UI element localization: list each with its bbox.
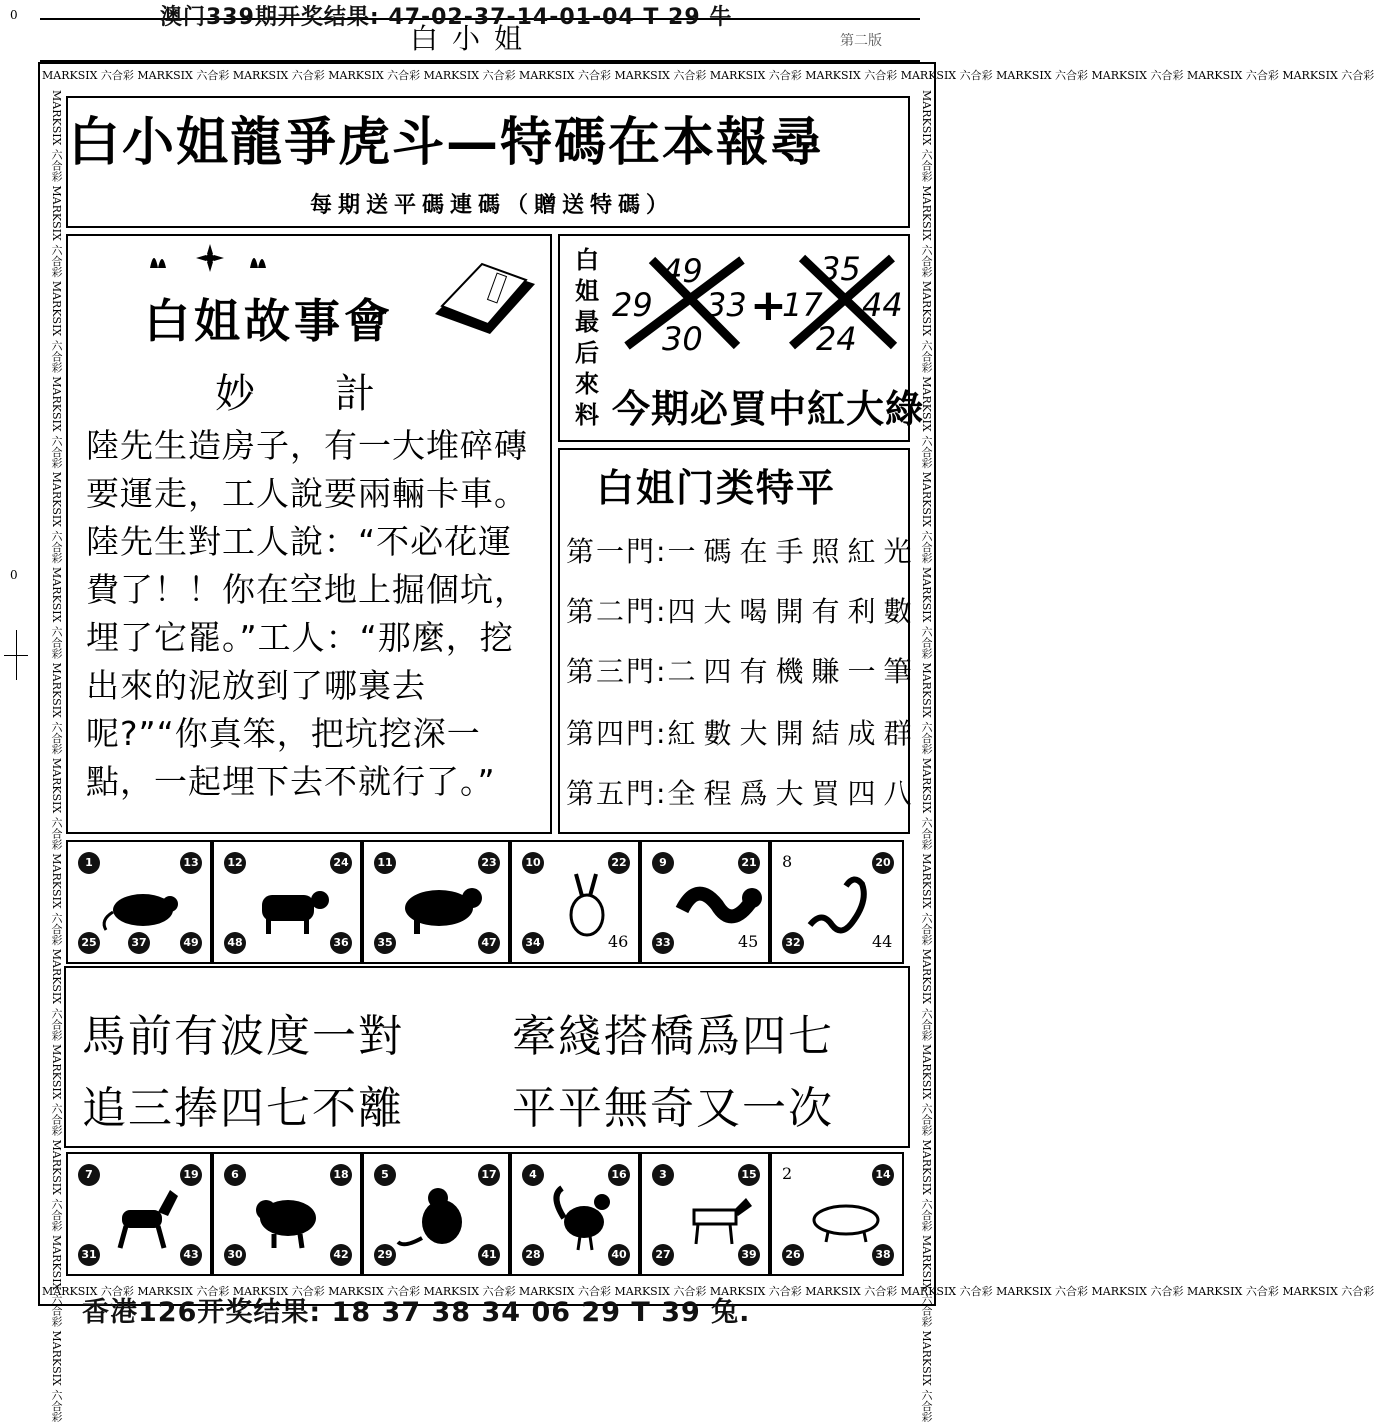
story-title: 妙計: [215, 371, 455, 417]
border-strip-left: [42, 90, 64, 1422]
zodiac-number: 41: [478, 1244, 500, 1266]
zodiac-number: 31: [78, 1244, 100, 1266]
zodiac-cell: [770, 1152, 904, 1276]
zodiac-number: 13: [180, 852, 202, 874]
zodiac-number: 46: [608, 932, 629, 951]
poem-line-1-right: 牽綫搭橋爲四七: [512, 1011, 834, 1062]
zodiac-number: 28: [522, 1244, 544, 1266]
zodiac-number: 5: [374, 1164, 396, 1186]
masthead-title: 白小姐: [410, 22, 537, 55]
zodiac-number: 6: [224, 1164, 246, 1186]
zodiac-number: 19: [180, 1164, 202, 1186]
dog-icon: [672, 1182, 762, 1252]
last-picks-label: 白姐最后來料: [575, 246, 599, 429]
zodiac-number: 32: [782, 932, 804, 954]
goat-icon: [244, 1182, 334, 1252]
zodiac-number: 30: [224, 1244, 246, 1266]
zodiac-number: 38: [872, 1244, 894, 1266]
pick-number: 35: [820, 250, 861, 288]
headline-main: 白小姐龍爭虎斗—特碼在本報尋: [68, 113, 825, 173]
flower-ornament-icon: [140, 238, 280, 280]
zodiac-number: 33: [652, 932, 674, 954]
pick-number: 49: [662, 252, 703, 290]
zodiac-number: 27: [652, 1244, 674, 1266]
zodiac-number: 48: [224, 932, 246, 954]
brand-repeat-text: MARKSIX 六合彩 MARKSIX 六合彩 MARKSIX 六合彩 MARKSIX 六合彩 MARKSIX 六合彩 MARKSIX 六合彩 MARKSIX 六合彩 MARKSIX 六合彩 MARKSIX 六合彩 MARKSIX 六合彩 MARKSIX 六合彩 MARKSIX 六合彩 MARKSIX 六合彩 MARKSIX 六合彩: [42, 1285, 1374, 1298]
book-icon: [430, 244, 540, 336]
margin-mark-top: 0: [10, 8, 18, 22]
door-row-4: 第四門:紅數大開結成群: [566, 717, 920, 750]
zodiac-number: 44: [872, 932, 893, 951]
door-row-1: 第一門:一碼在手照紅光: [566, 535, 920, 568]
pick-number: 17: [782, 286, 823, 324]
zodiac-number: 36: [330, 932, 352, 954]
zodiac-number: 12: [224, 852, 246, 874]
zodiac-cell: [640, 840, 770, 964]
crop-mark-vertical: [16, 630, 17, 680]
doors-title: 白姐门类特平: [596, 466, 837, 510]
pick-number: 24: [816, 320, 857, 358]
zodiac-cell: [362, 1152, 510, 1276]
zodiac-number: 17: [478, 1164, 500, 1186]
zodiac-cell: [212, 1152, 362, 1276]
zodiac-number: 4: [522, 1164, 544, 1186]
zodiac-number: 24: [330, 852, 352, 874]
zodiac-number: 14: [872, 1164, 894, 1186]
margin-mark-middle: 0: [10, 568, 18, 582]
pig-icon: [802, 1182, 892, 1252]
pick-number: 30: [662, 320, 703, 358]
zodiac-cell: [510, 1152, 640, 1276]
must-buy-text: 今期必買中紅大綠: [612, 387, 925, 431]
zodiac-cell: [510, 840, 640, 964]
zodiac-number: 11: [374, 852, 396, 874]
rat-icon: [98, 870, 188, 940]
zodiac-cell: [362, 840, 510, 964]
door-row-5: 第五門:全程爲大買四八: [566, 777, 920, 810]
zodiac-number: 43: [180, 1244, 202, 1266]
pick-number: 29: [612, 286, 653, 324]
headline-sub: 每期送平碼連碼（贈送特碼）: [310, 193, 675, 218]
zodiac-number: 49: [180, 932, 202, 954]
poem-line-2-left: 追三捧四七不離: [82, 1083, 404, 1134]
brand-repeat-text: MARKSIX 六合彩 MARKSIX 六合彩 MARKSIX 六合彩 MARKSIX 六合彩 MARKSIX 六合彩 MARKSIX 六合彩 MARKSIX 六合彩 MARKSIX 六合彩 MARKSIX 六合彩 MARKSIX 六合彩 MARKSIX 六合彩 MARKSIX 六合彩 MARKSIX 六合彩 MARKSIX 六合彩: [42, 69, 1374, 82]
zodiac-number: 42: [330, 1244, 352, 1266]
zodiac-number: 8: [782, 852, 793, 871]
zodiac-number: 1: [78, 852, 100, 874]
zodiac-number: 2: [782, 1164, 793, 1183]
zodiac-number: 16: [608, 1164, 630, 1186]
rooster-icon: [542, 1182, 632, 1252]
zodiac-number: 7: [78, 1164, 100, 1186]
monkey-icon: [394, 1182, 484, 1252]
zodiac-number: 25: [78, 932, 100, 954]
zodiac-number: 47: [478, 932, 500, 954]
zodiac-number: 37: [128, 932, 150, 954]
pick-number: 33: [706, 286, 747, 324]
zodiac-number: 39: [738, 1244, 760, 1266]
ox-icon: [244, 870, 334, 940]
brand-repeat-text: MARKSIX 六合彩 MARKSIX 六合彩 MARKSIX 六合彩 MARKSIX 六合彩 MARKSIX 六合彩 MARKSIX 六合彩 MARKSIX 六合彩 MARKSIX 六合彩 MARKSIX 六合彩 MARKSIX 六合彩 MARKSIX 六合彩 MARKSIX 六合彩 MARKSIX 六合彩 MARKSIX 六合彩: [50, 90, 63, 1422]
plus-sign: +: [750, 280, 787, 331]
zodiac-number: 21: [738, 852, 760, 874]
zodiac-number: 29: [374, 1244, 396, 1266]
poem-line-2-right: 平平無奇又一次: [512, 1083, 834, 1134]
zodiac-number: 45: [738, 932, 759, 951]
horse-icon: [98, 1182, 188, 1252]
story-paragraph: 陸先生造房子，有一大堆碎磚要運走，工人說要兩輛卡車。陸先生對工人說：“不必花運費了！！你在空地上掘個坑，埋了它罷。”工人：“那麼，挖出來的泥放到了哪裏去呢?”“你真笨，把坑挖深一點，一起埋下去不就行了。”: [86, 426, 528, 801]
zodiac-cell: [640, 1152, 770, 1276]
zodiac-number: 15: [738, 1164, 760, 1186]
hongkong-result-banner: 香港126开奖结果: 18 37 38 34 06 29 T 39 兔.: [82, 1297, 751, 1328]
tiger-icon: [394, 870, 484, 940]
zodiac-cell: [66, 840, 212, 964]
dragon-icon: [672, 870, 762, 940]
zodiac-number: 9: [652, 852, 674, 874]
zodiac-number: 3: [652, 1164, 674, 1186]
zodiac-number: 35: [374, 932, 396, 954]
zodiac-number: 26: [782, 1244, 804, 1266]
zodiac-number: 20: [872, 852, 894, 874]
brand-repeat-text: MARKSIX 六合彩 MARKSIX 六合彩 MARKSIX 六合彩 MARKSIX 六合彩 MARKSIX 六合彩 MARKSIX 六合彩 MARKSIX 六合彩 MARKSIX 六合彩 MARKSIX 六合彩 MARKSIX 六合彩 MARKSIX 六合彩 MARKSIX 六合彩 MARKSIX 六合彩 MARKSIX 六合彩: [920, 90, 933, 1422]
rabbit-icon: [542, 870, 632, 940]
zodiac-number: 34: [522, 932, 544, 954]
border-strip-top: [42, 64, 1374, 88]
story-section-title: 白姐故事會: [144, 294, 394, 348]
zodiac-cell: [770, 840, 904, 964]
zodiac-cell: [66, 1152, 212, 1276]
poem-line-1-left: 馬前有波度一對: [82, 1011, 404, 1062]
zodiac-number: 18: [330, 1164, 352, 1186]
door-row-2: 第二門:四大喝開有利數: [566, 595, 920, 628]
pick-number: 44: [862, 286, 903, 324]
snake-icon: [802, 870, 892, 940]
zodiac-number: 23: [478, 852, 500, 874]
zodiac-number: 40: [608, 1244, 630, 1266]
door-row-3: 第三門:二四有機賺一筆: [566, 655, 920, 688]
zodiac-number: 10: [522, 852, 544, 874]
zodiac-cell: [212, 840, 362, 964]
zodiac-number: 22: [608, 852, 630, 874]
macau-result-banner: 澳门339期开奖结果: 47-02-37-14-01-04 T 29 牛: [160, 5, 733, 30]
edition-label: 第二版: [840, 33, 882, 49]
